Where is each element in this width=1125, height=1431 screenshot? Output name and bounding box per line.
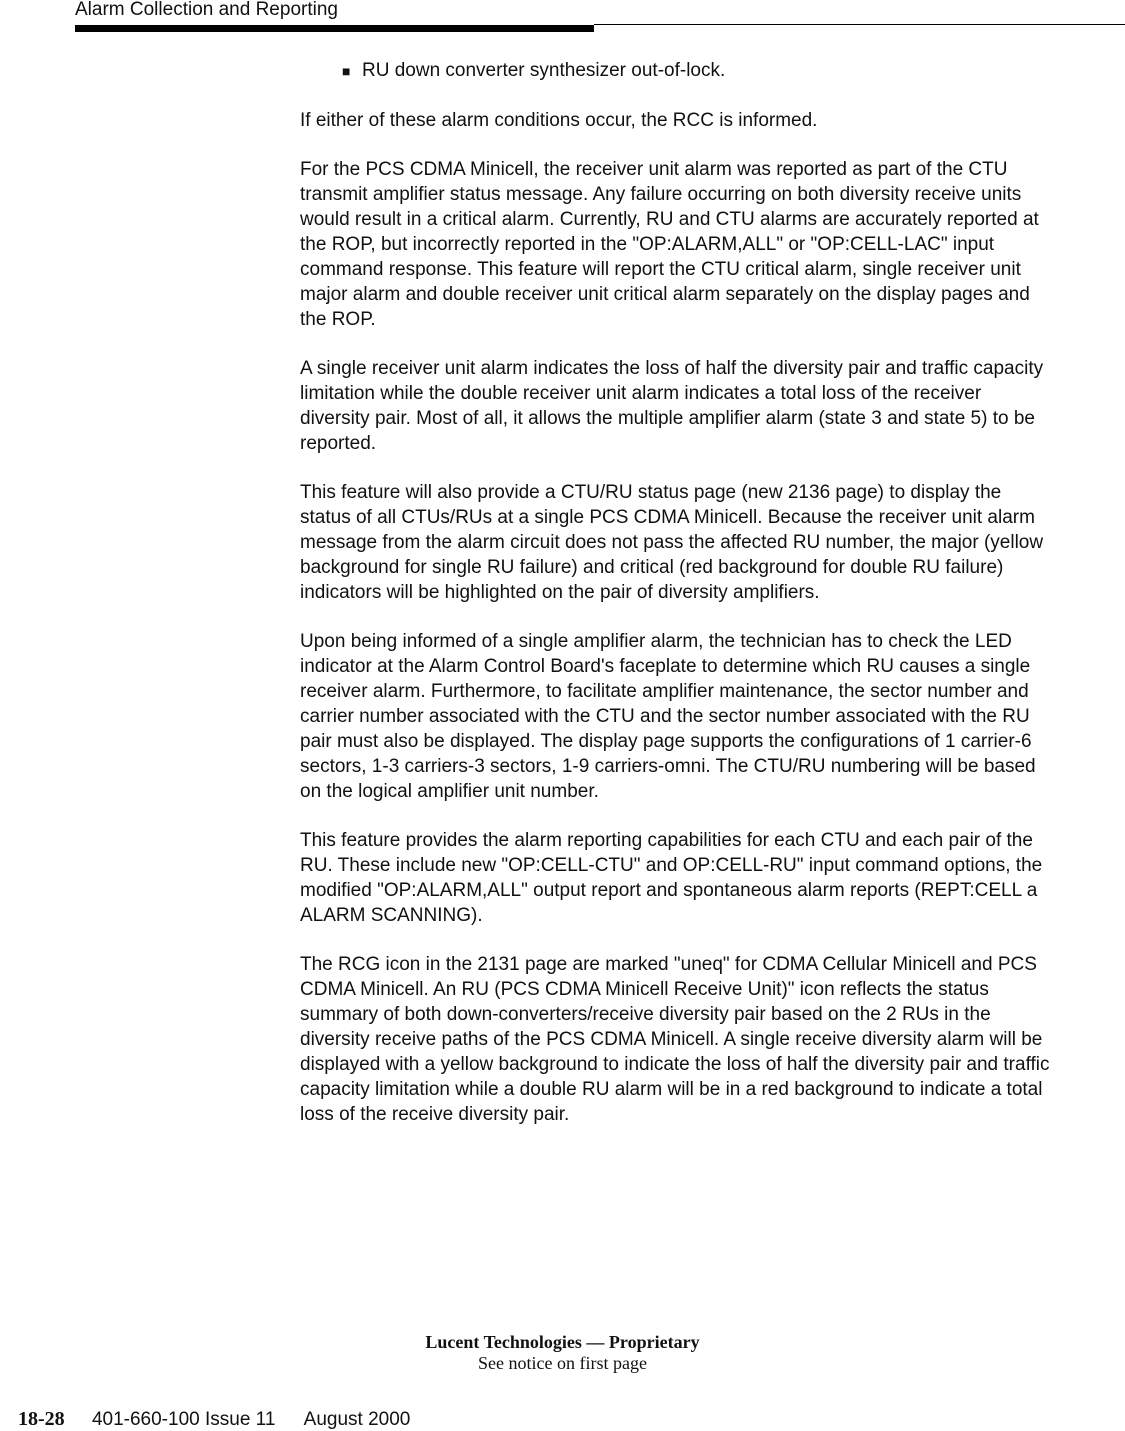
page-number: 18-28 bbox=[18, 1408, 65, 1430]
paragraph-receiver-unit-alarm: For the PCS CDMA Minicell, the receiver unit alarm was reported as part of the CTU transmit amplifier status message. Any failure occurring on both diversity receive units would result in a critical alarm. Currently, RU and CTU alarms are accurately reported at the ROP, but incorrectly reported in the "OP:ALARM,ALL" or "OP:CELL-LAC" input command response. This feature will report the CTU critical alarm, single receiver unit major alarm and double receiver unit critical alarm separately on the display pages and the ROP. bbox=[300, 159, 1039, 330]
document-date: August 2000 bbox=[303, 1409, 411, 1430]
bullet-item bbox=[300, 58, 1050, 84]
body-text bbox=[300, 58, 1050, 1151]
document-id: 401-660-100 Issue 11 bbox=[91, 1409, 276, 1430]
square-bullet-icon: ■ bbox=[342, 63, 351, 79]
header-rule-thick bbox=[75, 25, 594, 32]
paragraph-reporting-capabilities: This feature provides the alarm reporting capabilities for each CTU and each pair of the RU. These include new "OP:CELL-CTU" and OP:CELL-RU" input command options, the modified "OP:ALARM,ALL" output report and spontaneous alarm reports (REPT:CELL a ALARM SCANNING). bbox=[300, 830, 1043, 926]
running-header-title: Alarm Collection and Reporting bbox=[75, 0, 338, 20]
paragraph-rcg-icon: The RCG icon in the 2131 page are marked "uneq" for CDMA Cellular Minicell and PCS CDMA Minicell. An RU (PCS CDMA Minicell Receive Unit)" icon reflects the status summary of both down-converters/receive diversity pair based on the 2 RUs in the diversity receive paths of the PCS CDMA Minicell. A single receive diversity alarm will be displayed with a yellow background to indicate the loss of half the diversity pair and traffic capacity limitation while a double RU alarm will be in a red background to indicate a total loss of the receive diversity pair. bbox=[300, 954, 1050, 1125]
bullet-text: RU down converter synthesizer out-of-lock. bbox=[362, 60, 726, 81]
paragraph-technician-check: Upon being informed of a single amplifier alarm, the technician has to check the LED indicator at the Alarm Control Board's faceplate to determine which RU causes a single receiver alarm. Furthermore, to facilitate amplifier maintenance, the sector number and carrier number associated with the CTU and the sector number associated with the RU pair must also be displayed. The display page supports the configurations of 1 carrier-6 sectors, 1-3 carriers-3 sectors, 1-9 carriers-omni. The CTU/RU numbering will be based on the logical amplifier unit number. bbox=[300, 631, 1036, 802]
footer-notice: See notice on first page bbox=[478, 1353, 647, 1373]
header-rule-thin bbox=[594, 24, 1125, 25]
footer-company: Lucent Technologies — Proprietary bbox=[425, 1332, 700, 1352]
paragraph-single-receiver-alarm: A single receiver unit alarm indicates the loss of half the diversity pair and traffic capacity limitation while the double receiver unit alarm indicates a total loss of the receiver diversity pair. Most of all, it allows the multiple amplifier alarm (state 3 and state 5) to be reported. bbox=[300, 358, 1044, 454]
paragraph-status-page: This feature will also provide a CTU/RU status page (new 2136 page) to display the status of all CTUs/RUs at a single PCS CDMA Minicell. Because the receiver unit alarm message from the alarm circuit does not pass the affected RU number, the major (yellow background for single RU failure) and critical (red background for double RU failure) indicators will be highlighted on the pair of diversity amplifiers. bbox=[300, 482, 1044, 603]
paragraph-alarm-conditions: If either of these alarm conditions occur, the RCC is informed. bbox=[300, 110, 818, 131]
footer-line bbox=[18, 1408, 410, 1431]
